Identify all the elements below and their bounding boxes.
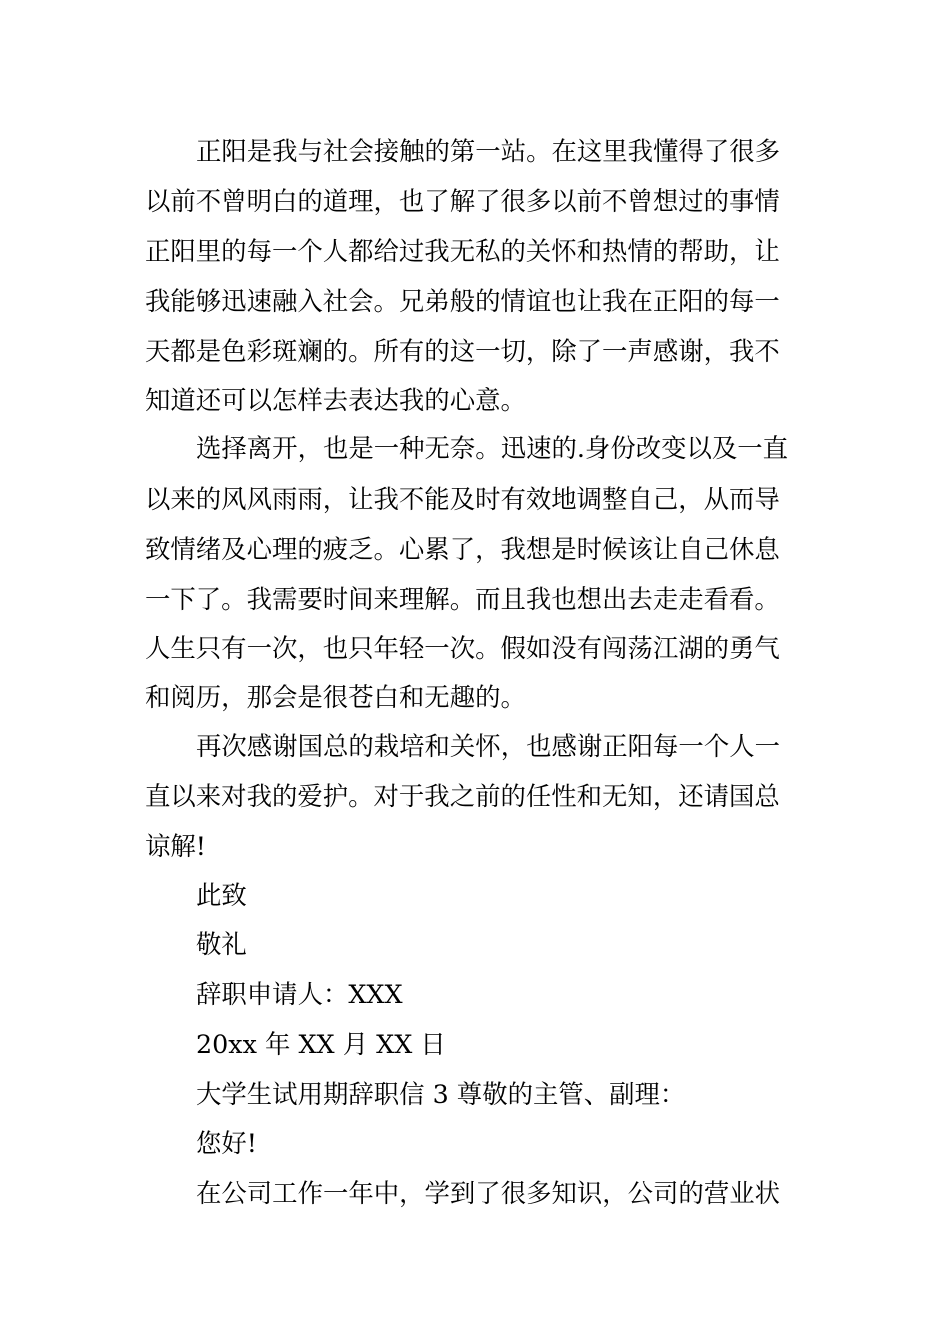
paragraph-3-line-1: 再次感谢国总的栽培和关怀，也感谢正阳每一个人一 <box>196 731 780 761</box>
paragraph-1-line-6: 知道还可以怎样去表达我的心意。 <box>145 385 526 415</box>
paragraph-1-line-4: 我能够迅速融入社会。兄弟般的情谊也让我在正阳的每一 <box>145 286 780 316</box>
signature-applicant: 辞职申请人：XXX <box>196 979 403 1009</box>
letter-3-heading: 大学生试用期辞职信 3 尊敬的主管、副理： <box>196 1079 686 1109</box>
paragraph-1-line-1: 正阳是我与社会接触的第一站。在这里我懂得了很多 <box>196 136 780 166</box>
paragraph-3-line-2: 直以来对我的爱护。对于我之前的任性和无知，还请国总 <box>145 781 780 811</box>
closing-salutation: 此致 <box>196 880 247 910</box>
letter-3-greeting: 您好! <box>196 1128 257 1158</box>
paragraph-2-line-2: 以来的风风雨雨，让我不能及时有效地调整自己，从而导 <box>145 484 780 514</box>
paragraph-2-line-3: 致情绪及心理的疲乏。心累了，我想是时候该让自己休息 <box>145 534 780 564</box>
paragraph-2-line-5: 人生只有一次，也只年轻一次。假如没有闯荡江湖的勇气 <box>145 633 780 663</box>
signature-date: 20xx 年 XX 月 XX 日 <box>196 1029 446 1059</box>
paragraph-1-line-3: 正阳里的每一个人都给过我无私的关怀和热情的帮助，让 <box>145 236 780 266</box>
paragraph-2-line-1: 选择离开，也是一种无奈。迅速的.身份改变以及一直 <box>196 433 789 463</box>
closing-regards: 敬礼 <box>196 929 247 959</box>
paragraph-1-line-5: 天都是色彩斑斓的。所有的这一切，除了一声感谢，我不 <box>145 336 780 366</box>
letter-3-paragraph-1-line-1: 在公司工作一年中，学到了很多知识，公司的营业状 <box>196 1178 780 1208</box>
paragraph-3-line-3: 谅解! <box>145 831 206 861</box>
paragraph-2-line-4: 一下了。我需要时间来理解。而且我也想出去走走看看。 <box>145 584 780 614</box>
paragraph-1-line-2: 以前不曾明白的道理，也了解了很多以前不曾想过的事情 <box>145 186 780 216</box>
paragraph-2-line-6: 和阅历，那会是很苍白和无趣的。 <box>145 682 526 712</box>
